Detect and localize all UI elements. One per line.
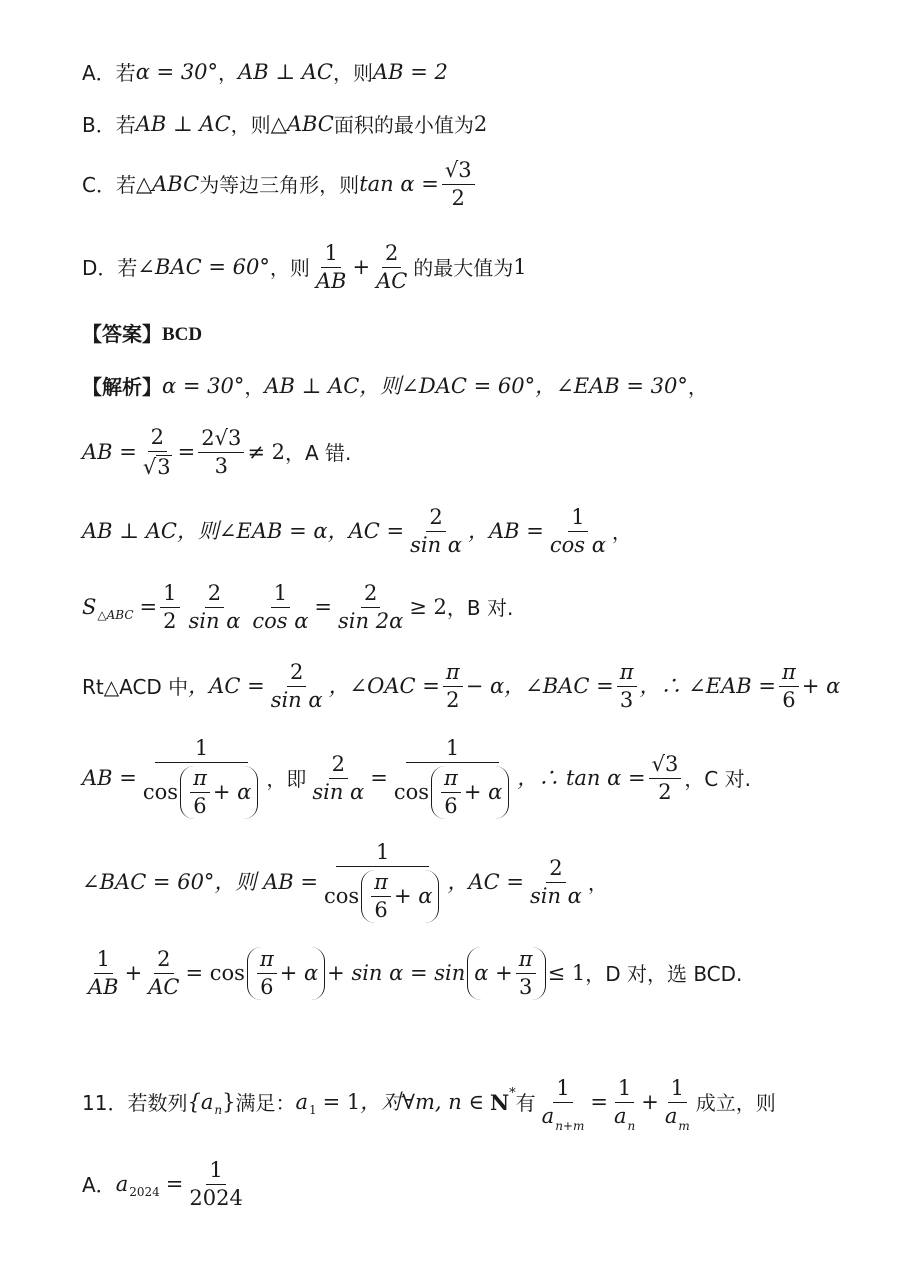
analysis-line-1: 【解析】 α = 30° ， AB ⊥ AC ，则∠DAC = 60° ，∠EAB = 30° ， xyxy=(82,374,708,399)
option-b-text: 面积的最小值为 xyxy=(333,112,474,137)
option-a: A．若 α = 30° ， AB ⊥ AC ，则 AB = 2 xyxy=(82,60,448,85)
question-11-number: 11．若数列 xyxy=(82,1090,188,1115)
analysis-line-6: AB = 1 cos $\frac{\pi}{6}$ + α ，即 $\frac{2}{\text{sin α}}$ = 1 cos $\frac{\pi}{6}$ + α ，∴ tan α = $\frac{√3}{2}$ ，C 对. xyxy=(82,736,751,818)
option-b-then: ，则 xyxy=(230,112,271,137)
question-11-stem: 11．若数列 {a n } 满足： a 1 = 1 ，对∀m, n ∈ N * 有 $\frac{1}{a_{n+m}}$ = $\frac{1}{a_n}$ + $\frac{1}{a_m}$ 成立，则 xyxy=(82,1076,776,1133)
option-b-val: 2 xyxy=(473,112,488,136)
option-d-label: D．若 xyxy=(82,255,138,280)
answer-label: 【答案】 xyxy=(82,322,162,346)
option-b-perp: AB ⊥ AC xyxy=(135,112,231,136)
option-d-frac-2: $\frac{2}{AC}$ xyxy=(376,241,408,293)
analysis-label: 【解析】 xyxy=(82,374,162,399)
analysis-line-2: AB = 2 √ 3 = $\frac{2√3}{3}$ ≠ 2 ，A 错. xyxy=(82,425,352,479)
option-a-label: A．若 xyxy=(82,60,136,85)
option-c-text: 为等边三角形，则 xyxy=(199,172,360,197)
analysis-line-5: Rt△ACD 中 ，AC = $\frac{2}{\text{sin α}}$ ，∠OAC = $\frac{\pi}{2}$ − α ，∠BAC = $\frac{\pi}{3}$ ，∴ ∠EAB = $\frac{\pi}{6}$ + α xyxy=(82,660,841,712)
option-c-label: C．若 xyxy=(82,172,136,197)
option-a-perp: AB ⊥ AC xyxy=(238,60,333,84)
option-d-then: ，则 xyxy=(269,255,310,280)
option-c-tri: △ABC xyxy=(135,172,200,196)
option-a-claim: AB = 2 xyxy=(372,60,448,84)
option-d-val: 1 xyxy=(513,255,527,279)
analysis-line-3: AB ⊥ AC ，则∠EAB = α ，AC = $\frac{2}{\text{sin α}}$ ，AB = $\frac{1}{\text{cos α}}$ ， xyxy=(82,505,632,557)
answer-line xyxy=(82,324,202,344)
option-a-then: ，则 xyxy=(332,60,373,85)
analysis-line-8: $\frac{1}{AB}$ + $\frac{2}{AC}$ = cos $\frac{\pi}{6}$ + α + sin α = sin α + $\frac{\pi}{3}$ ≤ 1 ，D 对，选 BCD. xyxy=(88,947,743,999)
option-d-text: 的最大值为 xyxy=(413,255,514,280)
option-b-tri: △ABC xyxy=(270,112,334,136)
analysis-line-4: S △ABC = $\frac{1}{2}$ $\frac{2}{\text{sin α}}$ $\frac{1}{\text{cos α}}$ = $\frac{2}{\sin 2\alpha}$ ≥ 2 ，B 对. xyxy=(82,581,514,633)
question-11-option-a: A． a 2024 = $\frac{1}{2024}$ xyxy=(82,1158,243,1210)
answer-value: BCD xyxy=(162,323,203,345)
option-c-tan: tan α = xyxy=(359,172,439,196)
option-d-angle: ∠BAC = 60° xyxy=(137,255,270,279)
option-b-label: B．若 xyxy=(82,112,136,137)
analysis-line-7: ∠BAC = 60° ，则 AB = 1 cos $\frac{\pi}{6}$ + α ，AC = $\frac{2}{\text{sin α}}$ ， xyxy=(82,840,608,922)
option-c xyxy=(82,160,478,209)
option-c-fraction: $\frac{√3}{2}$ xyxy=(442,160,475,209)
option-d-frac-1: $\frac{1}{AB}$ xyxy=(315,241,347,293)
option-a-cond: α = 30° xyxy=(135,60,219,84)
option-b xyxy=(82,114,487,135)
option-d: D．若 ∠BAC = 60° ，则 $\frac{1}{AB}$ + $\frac{2}{AC}$ 的最大值为 1 xyxy=(82,241,527,293)
